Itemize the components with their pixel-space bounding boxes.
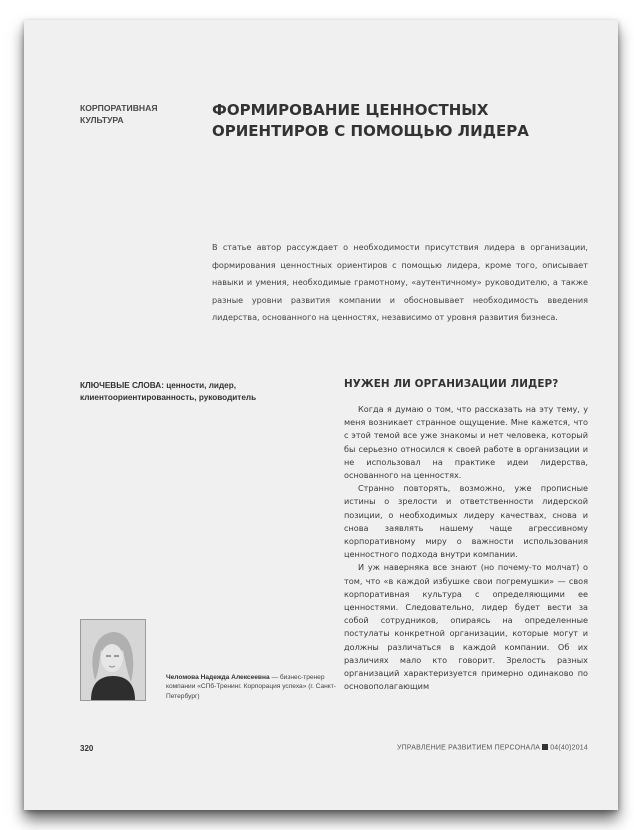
article-title: ФОРМИРОВАНИЕ ЦЕННОСТНЫХ ОРИЕНТИРОВ С ПОМОЩЬЮ ЛИДЕРА — [212, 101, 529, 140]
journal-page — [24, 20, 618, 810]
keywords — [80, 380, 315, 403]
author-photo — [80, 619, 146, 701]
journal-footer — [397, 744, 588, 752]
author-name: Челомова Надежда Алексеевна — [166, 674, 270, 681]
page-number: 320 — [80, 744, 94, 753]
author-description: — бизнес-тренер компании «СПб-Тренинг. Корпорация успеха» (г. Санкт-Петербург) — [166, 674, 336, 700]
keywords-label: КЛЮЧЕВЫЕ СЛОВА: — [80, 381, 164, 390]
body-paragraph: И уж наверняка все знают (но почему-то молчат) о том, что «в каждой избушке свои погремушки» — своя корпоративная культура с определяющими ее ценностями. Следовательно, лидер будет вести за собой сотрудников, опираясь на определенные постулаты конкретной организации, которые могут и должны различаться в каждой компании. Об их различиях мало кто говорит. Зрелость разных организаций характеризуется примерно одинаково по основополагающим — [344, 562, 588, 692]
section-label: КОРПОРАТИВНАЯ КУЛЬТУРА — [80, 103, 158, 125]
body-paragraph: Странно повторять, возможно, уже прописные истины о зрелости и ответственности лидерской позиции, о необходимых лидеру качествах, снова и снова заявлять нашему чаще агрессивному корпоративному миру о важности использования ценностного подхода внутри компании. — [344, 483, 588, 560]
author-info — [166, 673, 336, 701]
square-bullet-icon — [542, 744, 548, 750]
journal-name: УПРАВЛЕНИЕ РАЗВИТИЕМ ПЕРСОНАЛА — [397, 744, 541, 752]
article-abstract: В статье автор рассуждает о необходимости присутствия лидера в организации, формирования ценностных ориентиров с помощью лидера, кроме того, описывает навыки и умения, необходимые грамотному, «аутентичному» руководителю, а также разные уровни развития компании и обосновывает необходимость введения лидерства, основанного на ценностях, независимо от уровня развития бизнеса. — [212, 242, 588, 323]
section-heading: НУЖЕН ЛИ ОРГАНИЗАЦИИ ЛИДЕР? — [344, 378, 559, 390]
keywords-text: ценности, лидер, клиентоориентированность, руководитель — [80, 381, 257, 402]
journal-issue: 04(40)2014 — [550, 744, 588, 752]
author-portrait-image — [81, 620, 145, 700]
body-paragraph: Когда я думаю о том, что рассказать на эту тему, у меня возникает странное ощущение. Мне кажется, что с этой темой все уже знакомы и нет человека, который бы серьезно относился к своей работе в организации и не использовал на практике идеи лидерства, основанного на ценностях. — [344, 404, 588, 481]
article-body — [344, 403, 588, 693]
